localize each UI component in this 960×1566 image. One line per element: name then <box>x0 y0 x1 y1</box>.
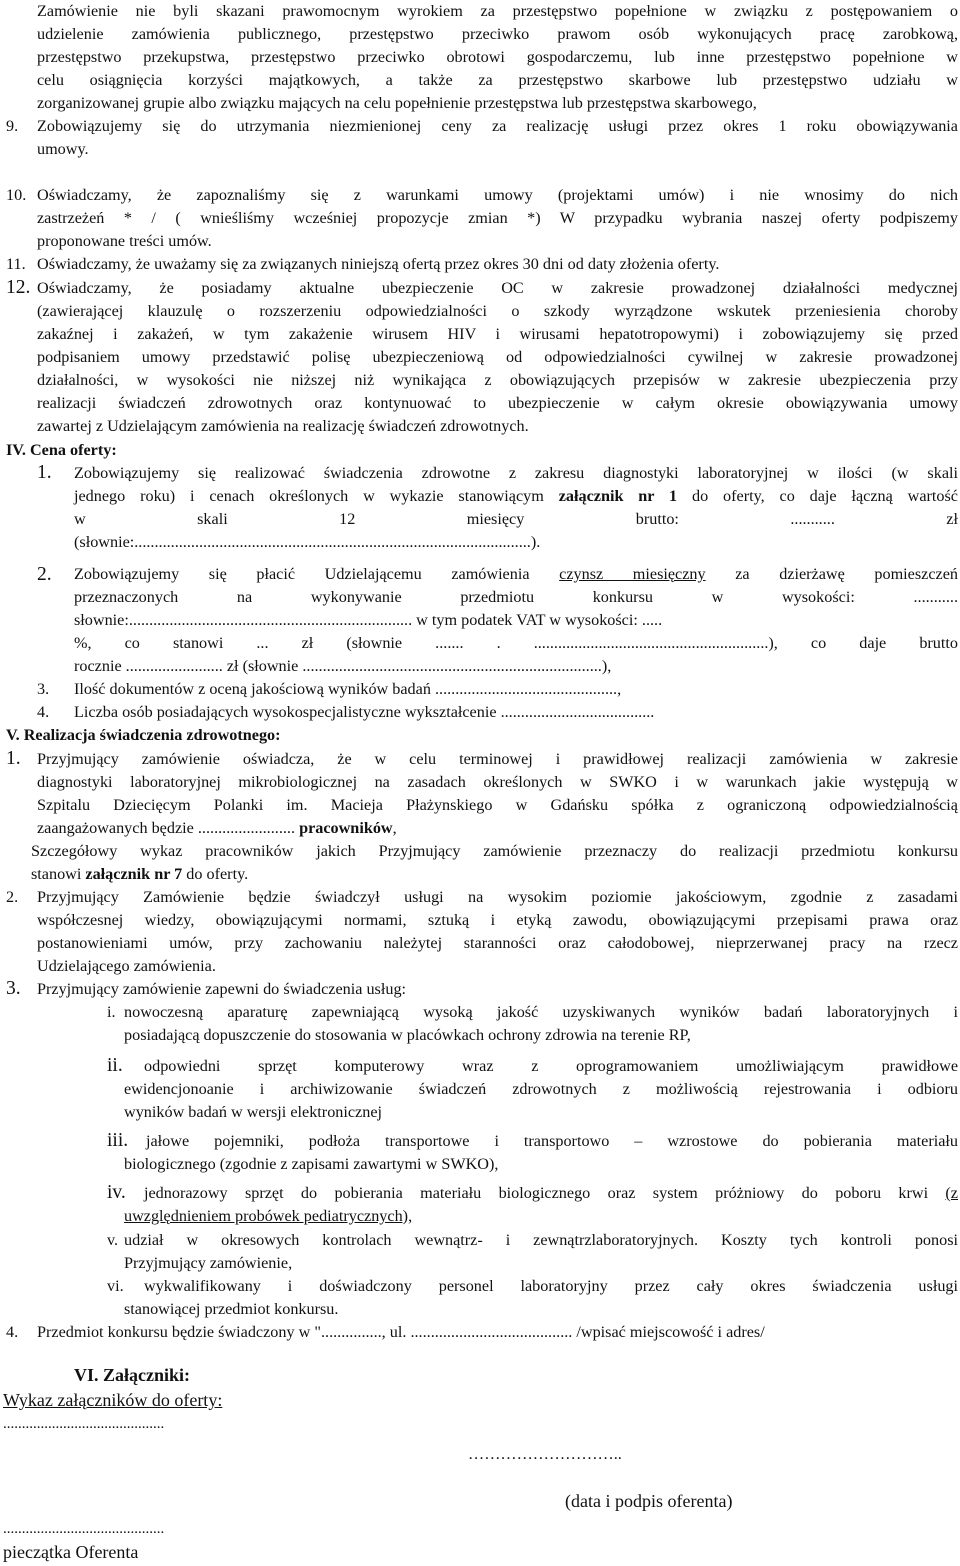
clause-line: Przyjmujący Zamówienie będzie świadczył usługi na wysokim poziomie jakościowym, zgodnie z zasadami <box>37 888 958 906</box>
intro-line: zorganizowanej grupie albo związku mających na celu popełnienie przestępstwa lub przestępstwa skarbowego, <box>37 94 757 112</box>
intro-line: przestępstwo przekupstwa, przestępstwo przeciwko obrotowi gospodarczemu, lub inne przestępstwo popełnione w <box>37 48 958 66</box>
clause-line: Udzielającego zamówienia. <box>37 957 216 975</box>
stamp-label: pieczątka Oferenta <box>3 1542 139 1562</box>
price-item-1 <box>74 462 958 554</box>
clause-line: %, co stanowi ... zł (słownie ....... . ..........................................................), co daje brutto <box>74 634 958 652</box>
signature-label: (data i podpis oferenta) <box>565 1491 733 1511</box>
clause-line: współczesnej wiedzy, obowiązującymi normami, sztuką i etyką zawodu, obowiązującymi przepisami prawa oraz <box>37 911 958 929</box>
clause-line: Oświadczamy, że posiadamy aktualne ubezpieczenie OC w zakresie prowadzonej działalności medycznej <box>37 279 958 297</box>
subitem-number: vi. <box>107 1277 124 1295</box>
clause-line: zakaźnej i zakażeń, w tym zakażenie wirusem HIV i wirusami hepatotropowymi) i zobowiązujemy się przed <box>37 325 958 343</box>
clause-line: wyników badań w wersji elektronicznej <box>124 1103 383 1121</box>
attachments-dots: ........................................... <box>3 1416 165 1432</box>
subitem-iv <box>124 1182 958 1228</box>
subitem-i <box>124 1001 958 1047</box>
subitem-number: v. <box>107 1231 119 1249</box>
clause-line: udział w okresowych kontrolach wewnątrz- i zewnątrzlaboratoryjnych. Koszty tych kontroli ponosi <box>124 1231 958 1249</box>
item-number: 9. <box>6 117 19 135</box>
item-number: 4. <box>37 703 50 721</box>
section-heading: V. Realizacja świadczenia zdrowotnego: <box>6 726 281 744</box>
realization-item-4: Przedmiot konkursu będzie świadczony w "..............., ul. ........................................ /wpisać miejscowość i adres/ <box>37 1323 765 1341</box>
clause-line: rocznie ........................ zł (słownie ..........................................................................), <box>74 657 612 675</box>
clause-line: umowy. <box>37 140 89 158</box>
clause-line: Zobowiązujemy się realizować świadczenia zdrowotne z zakresu diagnostyki laboratoryjnej w ilości (w skali <box>74 464 958 482</box>
clause-line: proponowane treści umów. <box>37 232 212 250</box>
intro-paragraph <box>37 0 958 115</box>
clause-line: stanowi załącznik nr 7 do oferty. <box>31 865 249 883</box>
section-heading: IV. Cena oferty: <box>6 441 117 459</box>
clause-line: postanowieniami umów, przy zachowaniu należytej staranności oraz całodobowej, nieprzerwanej pracy na rzecz <box>37 934 958 952</box>
clause-line: Oświadczamy, że zapoznaliśmy się z warunkami umowy (projektami umów) i nie wnosimy do nich <box>37 186 958 204</box>
item-number: 11. <box>6 255 26 273</box>
item-number: 1. <box>37 462 52 483</box>
realization-item-1 <box>37 748 958 840</box>
clause-line: Szpitalu Dziecięcym Polanki im. Macieja Płażynskiego w Gdańsku spółka z ograniczoną odpowiedzialnością <box>37 796 958 814</box>
item-number: 1. <box>6 748 21 769</box>
clause-line: Przyjmujący zamówienie, <box>124 1254 293 1272</box>
realization-item-2 <box>37 886 958 978</box>
clause-line: realizacji świadczeń zdrowotnych oraz kontynuować to ubezpieczenie w całym okresie obowiązywania umowy <box>37 394 958 412</box>
clause-line: nowoczesną aparaturę zapewniającą wysoką jakość uzyskiwanych wyników badań laboratoryjnych i <box>124 1003 958 1021</box>
clause-line: zaangażowanych będzie ........................ pracowników, <box>37 819 397 837</box>
item-number: 3. <box>6 978 21 999</box>
signature-line: ……………………….. <box>468 1445 622 1463</box>
price-item-4: Liczba osób posiadających wysokospecjalistyczne wykształcenie ...................................... <box>74 703 655 721</box>
clause-line: stanowiącej przedmiot konkursu. <box>124 1300 339 1318</box>
item-number: 3. <box>37 680 50 698</box>
subitem-number: ii. <box>107 1055 123 1076</box>
item-number: 4. <box>6 1323 19 1341</box>
item-number: 2. <box>6 888 19 906</box>
intro-line: Zamówienie nie byli skazani prawomocnym wyrokiem za przestępstwo popełnione w związku z postępowaniem o <box>37 2 958 20</box>
stamp-dots: ........................................... <box>3 1521 165 1537</box>
clause-11 <box>37 253 958 276</box>
clause-line: Oświadczamy, że uważamy się za związanych niniejszą ofertą przez okres 30 dni od daty złożenia oferty. <box>37 255 720 273</box>
clause-line: jednego roku) i cenach określonych w wykazie stanowiącym załącznik nr 1 do oferty, co daje łączną wartość <box>74 487 958 505</box>
subitem-number: iv. <box>107 1182 126 1203</box>
clause-line: zastrzeżeń * / ( wnieśliśmy wcześniej propozycje zmian *) W przypadku wybrania naszej oferty podpiszemy <box>37 209 958 227</box>
clause-line: przeznaczonych na wykonywanie przedmiotu konkursu w wysokości: ........... <box>74 588 958 606</box>
section-heading: VI. Załączniki: <box>74 1365 191 1385</box>
clause-9 <box>37 115 958 161</box>
subitem-v <box>124 1229 958 1275</box>
clause-line: wykwalifikowany i doświadczony personel laboratoryjny przez cały okres świadczenia usługi <box>144 1277 958 1295</box>
price-item-2 <box>74 563 958 678</box>
clause-line: (zawierającej klauzulę o rozszerzeniu odpowiedzialności o szkody wyrządzone wskutek przeniesienia choroby <box>37 302 958 320</box>
clause-12 <box>37 277 958 438</box>
clause-line: Zobowiązujemy się płacić Udzielającemu zamówienia czynsz miesięczny za dzierżawę pomieszczeń <box>74 565 958 583</box>
clause-line: Przyjmujący zamówienie oświadcza, że w celu terminowej i prawidłowej realizacji zamówienia w zakresie <box>37 750 958 768</box>
clause-line: w skali 12 miesięcy brutto: ........... zł <box>74 510 958 528</box>
clause-line: słownie:...................................................................... w tym podatek VAT w wysokości: ..... <box>74 611 663 629</box>
clause-line: Szczegółowy wykaz pracowników jakich Przyjmujący zamówienie przeznaczy do realizacji przedmiotu konkursu <box>31 842 958 860</box>
item-number: 12. <box>6 277 31 298</box>
clause-line: zawartej z Udzielającym zamówienia na realizację świadczeń zdrowotnych. <box>37 417 529 435</box>
clause-line: działalności, w wysokości nie niższej niż wynikająca z obowiązujących przepisów w zakresie ubezpieczenia przy <box>37 371 958 389</box>
realization-item-1-details <box>31 840 958 886</box>
clause-line: jałowe pojemniki, podłoża transportowe i transportowo – wzrostowe do pobierania materiału <box>146 1132 958 1150</box>
item-number: 10. <box>6 186 27 204</box>
realization-item-3: Przyjmujący zamówienie zapewni do świadczenia usług: <box>37 980 407 998</box>
clause-10 <box>37 184 958 253</box>
clause-line: biologicznego (zgodnie z zapisami zawartymi w SWKO), <box>124 1155 499 1173</box>
price-item-3: Ilość dokumentów z oceną jakościową wyników badań ............................................., <box>74 680 622 698</box>
clause-line: jednorazowy sprzęt do pobierania materiału biologicznego oraz system próżniowy do poboru krwi (z <box>144 1184 958 1202</box>
clause-line: Zobowiązujemy się do utrzymania niezmienionej ceny za realizację usługi przez okres 1 roku obowiązywania <box>37 117 958 135</box>
clause-line: posiadającą dopuszczenie do stosowania w placówkach ochrony zdrowia na terenie RP, <box>124 1026 691 1044</box>
clause-line: (słownie:..................................................................................................). <box>74 533 541 551</box>
clause-line: ewidencjonoanie i archiwizowanie świadczeń zdrowotnych z możliwością rejestrowania i odbioru <box>124 1080 958 1098</box>
clause-line: odpowiedni sprzęt komputerowy wraz z oprogramowaniem umożliwiającym prawidłowe <box>144 1057 958 1075</box>
clause-line: podpisaniem umowy przedstawić polisę ubezpieczeniową od odpowiedzialności cywilnej w zakresie prowadzonej <box>37 348 958 366</box>
subitem-number: i. <box>107 1003 116 1021</box>
intro-line: celu osiągnięcia korzyści majątkowych, a także za przestępstwo skarbowe lub przestępstwo udziału w <box>37 71 958 89</box>
subitem-iii <box>124 1130 958 1176</box>
subitem-ii <box>124 1055 958 1124</box>
subitem-vi <box>124 1275 958 1321</box>
clause-line: uwzględnieniem probówek pediatrycznych), <box>124 1207 413 1225</box>
subitem-number: iii. <box>107 1130 129 1151</box>
attachments-subtitle: Wykaz załączników do oferty: <box>3 1390 223 1410</box>
intro-line: udzielenie zamówienia publicznego, przestępstwo przeciwko prawom osób wykonujących pracę zarobkową, <box>37 25 958 43</box>
item-number: 2. <box>37 564 52 585</box>
clause-line: diagnostyki laboratoryjnej mikrobiologicznej na zasadach określonych w SWKO i w warunkach jakie występują w <box>37 773 958 791</box>
